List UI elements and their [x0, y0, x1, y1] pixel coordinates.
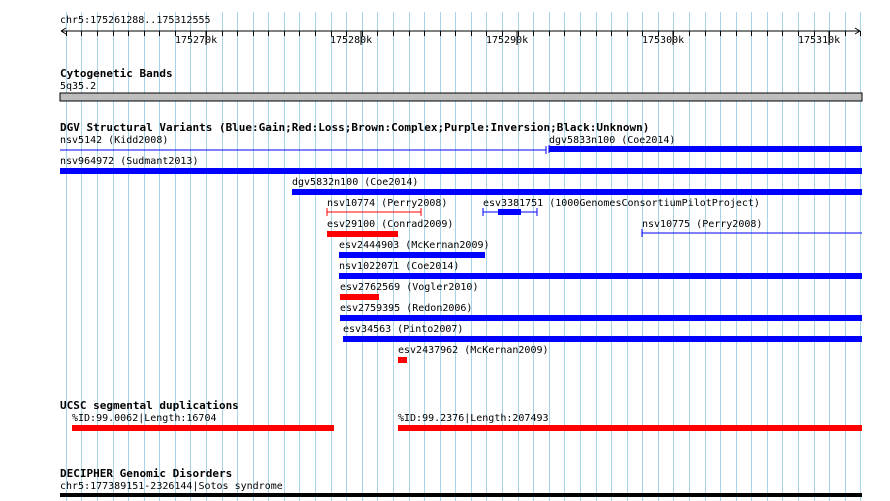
feature-esv29100[interactable] [327, 231, 398, 237]
label-esv2762569[interactable]: esv2762569 (Vogler2010) [340, 282, 479, 293]
tick-label-175300k: 175300k [642, 35, 685, 46]
feature-esv2444903[interactable] [339, 252, 485, 258]
tick-label-175290k: 175290k [486, 35, 529, 46]
segdup-features[interactable] [72, 425, 862, 431]
feature-segdup-2[interactable] [398, 425, 862, 431]
label-nsv10774[interactable]: nsv10774 (Perry2008) [327, 198, 448, 209]
label-esv2759395[interactable]: esv2759395 (Redon2006) [340, 303, 473, 314]
tick-label-175280k: 175280k [330, 35, 373, 46]
feature-esv2437962[interactable] [398, 357, 407, 363]
label-nsv1022071[interactable]: nsv1022071 (Coe2014) [339, 261, 460, 272]
label-esv3381751[interactable]: esv3381751 (1000GenomesConsortiumPilotProject) [483, 198, 760, 209]
label-esv29100[interactable]: esv29100 (Conrad2009) [327, 219, 454, 230]
feature-segdup-1[interactable] [72, 425, 334, 431]
label-esv34563[interactable]: esv34563 (Pinto2007) [343, 324, 464, 335]
feature-dgv5833n100[interactable] [549, 146, 862, 152]
dgv-track-title: DGV Structural Variants (Blue:Gain;Red:Loss;Brown:Complex;Purple:Inversion;Black:Unknown) [60, 121, 650, 134]
feature-decipher-sotos[interactable] [60, 493, 862, 497]
feature-esv2762569[interactable] [340, 294, 379, 300]
feature-esv3381751-core [498, 209, 521, 215]
feature-dgv5832n100[interactable] [292, 189, 862, 195]
label-decipher-sotos[interactable]: chr5:177389151-2326144|Sotos syndrome [60, 481, 283, 492]
decipher-track-title: DECIPHER Genomic Disorders [60, 467, 233, 480]
label-nsv10775[interactable]: nsv10775 (Perry2008) [642, 219, 763, 230]
segdup-track-title: UCSC segmental duplications [60, 399, 239, 412]
tick-label-175270k: 175270k [175, 35, 218, 46]
label-nsv5142[interactable]: nsv5142 (Kidd2008) [60, 135, 169, 146]
label-dgv5833n100[interactable]: dgv5833n100 (Coe2014) [549, 135, 676, 146]
ruler-region-label: chr5:175261288..175312555 [60, 15, 211, 26]
cytoband-label: 5q35.2 [60, 81, 97, 92]
tick-label-175310k: 175310k [798, 35, 841, 46]
label-dgv5832n100[interactable]: dgv5832n100 (Coe2014) [292, 177, 419, 188]
label-segdup-2[interactable]: %ID:99.2376|Length:207493 [398, 413, 549, 424]
feature-esv34563[interactable] [343, 336, 862, 342]
label-nsv964972[interactable]: nsv964972 (Sudmant2013) [60, 156, 199, 167]
cytoband-track-title: Cytogenetic Bands [60, 67, 173, 80]
cytoband-bar[interactable] [60, 93, 862, 101]
feature-nsv964972[interactable] [60, 168, 862, 174]
label-esv2437962[interactable]: esv2437962 (McKernan2009) [398, 345, 549, 356]
feature-nsv1022071[interactable] [339, 273, 862, 279]
label-esv2444903[interactable]: esv2444903 (McKernan2009) [339, 240, 490, 251]
feature-esv2759395[interactable] [340, 315, 862, 321]
label-segdup-1[interactable]: %ID:99.0062|Length:16704 [72, 413, 217, 424]
